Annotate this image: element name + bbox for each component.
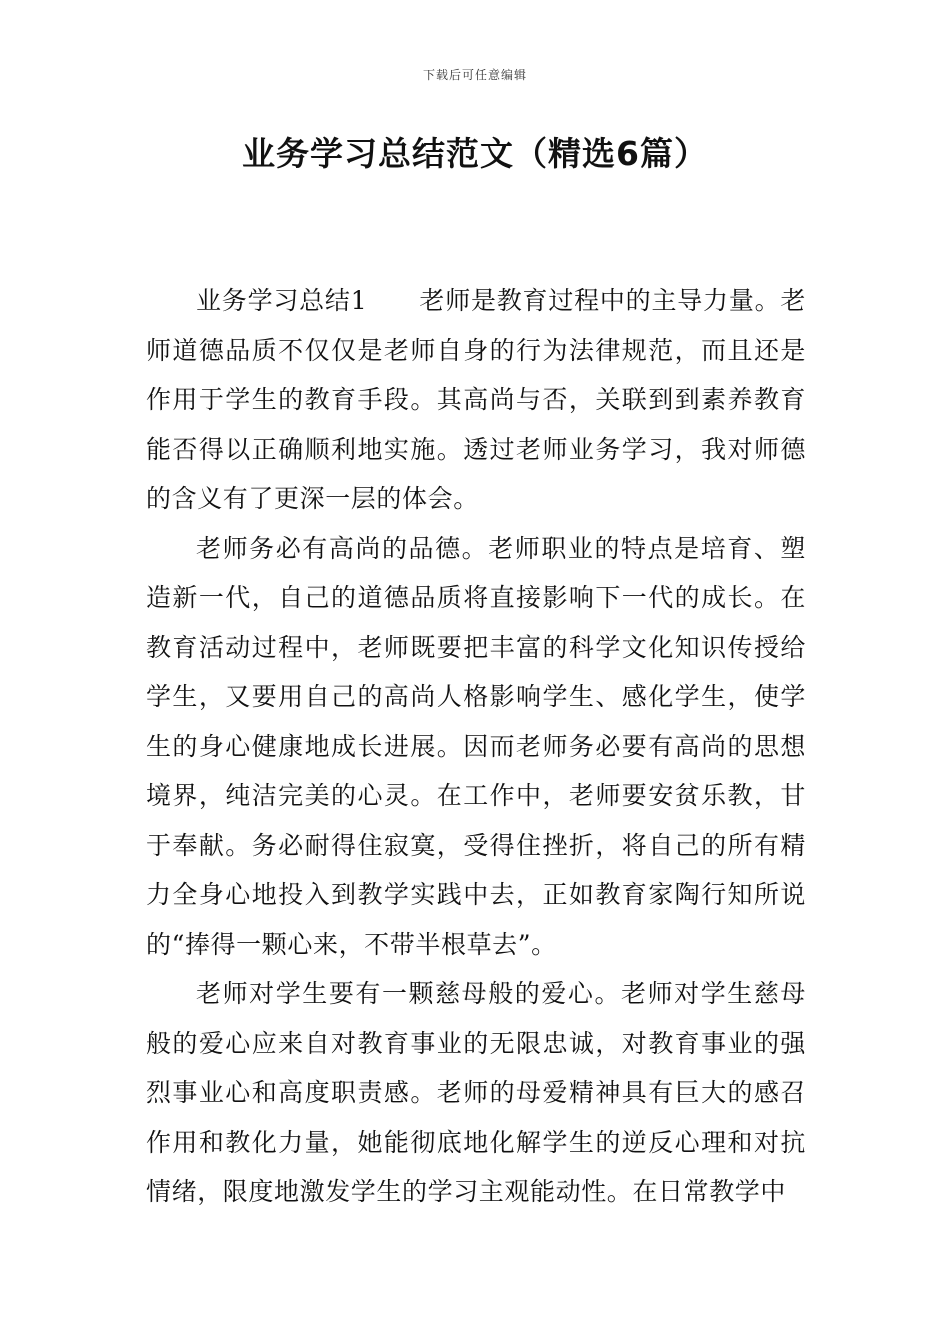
paragraph-1-text: 老师是教育过程中的主导力量。老师道德品质不仅仅是老师自身的行为法律规范，而且还是作用于学生的教育手段。其高尚与否，关联到到素养教育能否得以正确顺利地实施。透过老师业务学习，我对师德的含义有了更深一层的体会。 <box>146 286 806 513</box>
page-header-note: 下载后可任意编辑 <box>422 68 527 82</box>
paragraph-1 <box>146 276 806 524</box>
document-body <box>146 276 806 1217</box>
paragraph-3: 老师对学生要有一颗慈母般的爱心。老师对学生慈母般的爱心应来自对教育事业的无限忠诚，对教育事业的强烈事业心和高度职责感。老师的母爱精神具有巨大的感召作用和教化力量，她能彻底地化解学生的逆反心理和对抗情绪，限度地激发学生的学习主观能动性。在日常教学中 <box>146 979 806 1206</box>
document-title: 业务学习总结范文（精选6篇） <box>242 134 708 173</box>
paragraph-2: 老师务必有高尚的品德。老师职业的特点是培育、塑造新一代，自己的道德品质将直接影响下一代的成长。在教育活动过程中，老师既要把丰富的科学文化知识传授给学生，又要用自己的高尚人格影响学生、感化学生，使学生的身心健康地成长进展。因而老师务必要有高尚的思想境界，纯洁完美的心灵。在工作中，老师要安贫乐教，甘于奉献。务必耐得住寂寞，受得住挫折，将自己的所有精力全身心地投入到教学实践中去，正如教育家陶行知所说的“捧得一颗心来，不带半根草去”。 <box>146 533 806 959</box>
section-heading: 业务学习总结1 <box>196 286 368 315</box>
